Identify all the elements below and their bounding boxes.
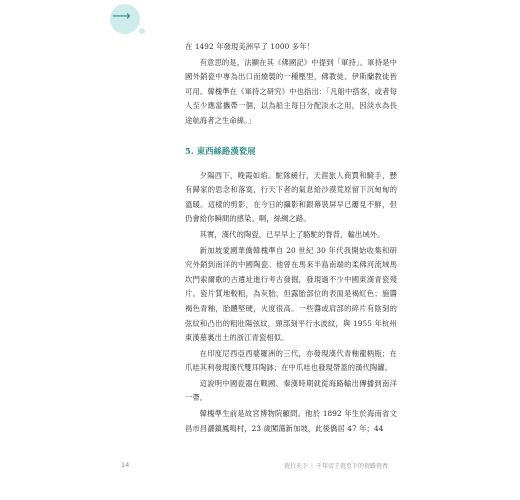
paragraph: 這說明中國瓷器在戰國、秦漢時期就從海路輸出傳播到南洋一帶。 xyxy=(185,378,397,403)
paragraph: 新加坡愛國華僑韓槐準自 20 世紀 30 年代我開始收集和研究外銷到南洋的中國陶瓷。他曾在馬來半島南端的柔佛河流域馬坎門索爾歌的古遺址進行考古發掘，發現過不少中國東漢青瓷殘片。瓷片質地較粗，為灰胎，但露胎部位的表面是褐紅色；施醬褐色青釉，胎體堅硬，火度很高。一些醬或肩部的碎片有陰刻的弦紋和凸出的粗壯陽弦紋，頸部刻平行水波紋，與 1955 年杭州東漢墓裏出土的浙江青瓷相似。 xyxy=(185,245,397,343)
paragraph: 韓槐準生前是故宮博物院顧問。他於 1892 年生於海南省文昌市昌灑鎮鳳鳴村，23 歲闖蕩新加坡，此後僑居 47 年；44 xyxy=(185,409,397,433)
page-number: 14 xyxy=(121,461,130,469)
decorative-dot xyxy=(139,28,145,34)
book-subtitle: 千年帝王瓷至下的瓷路瓷香 xyxy=(316,463,389,470)
page-body xyxy=(185,40,397,437)
paragraph: 在 1492 年發現美洲早了 1000 多年！ xyxy=(185,42,314,51)
paragraph: 夕陽西下，晚霞如焰。駝隊緩行，天涯旅人商賈和騎手，懸有歸家的思念和落寞，行天下者的氣息給沙漠荒原留下沉甸甸的溫暖。這樣的剪影，在今日的攝影和銀幕裝屏早已屢見不鮮，但仍會給你瞬間的感染。啊，絲綢之路。 xyxy=(185,170,397,224)
paragraph: 在印度尼西亞西婆羅洲的三代，亦發現漢代青釉龍柄瓶；在爪哇其利發現漢代雙耳陶鉢；在中爪哇也發現帶蓋的漢代陶罐。 xyxy=(185,348,397,373)
title-separator: | xyxy=(311,463,314,470)
section-heading: 5. 東西絲路漢瓷展 xyxy=(185,145,256,156)
running-title xyxy=(284,461,388,470)
book-title: 瓷行天下 xyxy=(284,463,309,470)
arrow-right-icon: ⟶ xyxy=(112,9,131,24)
paragraph: 有意思的是，法顯在其《佛國記》中提到「軍持」。軍持是中國外銷瓷中專為出口而燒製的一種壓型，佛教徒、伊斯蘭教徒皆可用。韓槐準在《軍持之研究》中也指出：「凡船中搭客，或者每人至少應當攜帶一個，以為船主每日分配淡水之用，因淡水為長途航海者之生命線。」 xyxy=(185,57,397,125)
paragraph: 其實，漢代的陶瓷，已早早上了駱駝的脊背，輸出域外。 xyxy=(199,229,385,239)
